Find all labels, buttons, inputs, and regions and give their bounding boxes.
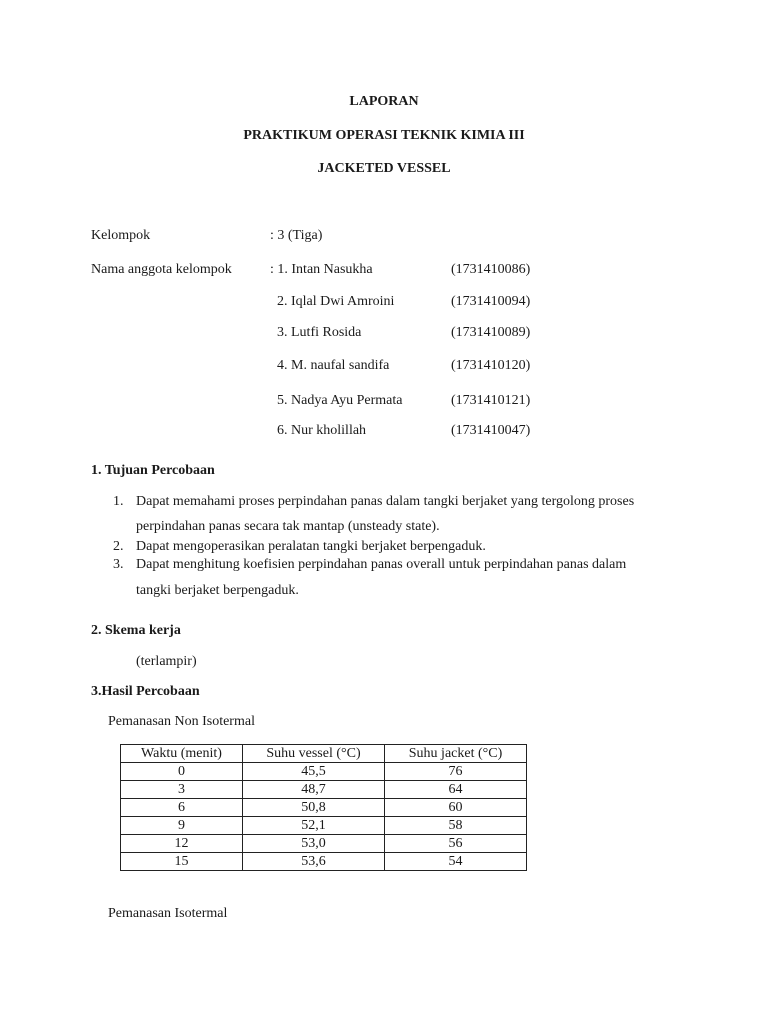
cell-suhu-jacket: 76	[385, 763, 527, 781]
section-heading-hasil: 3.Hasil Percobaan	[91, 684, 200, 699]
cell-suhu-vessel: 48,7	[243, 781, 385, 799]
col-header-suhu-jacket: Suhu jacket (°C)	[385, 745, 527, 763]
member-name: 6. Nur kholillah	[277, 423, 367, 438]
cell-waktu: 9	[121, 817, 243, 835]
cell-suhu-vessel: 52,1	[243, 817, 385, 835]
col-header-suhu-vessel: Suhu vessel (°C)	[243, 745, 385, 763]
cell-suhu-jacket: 64	[385, 781, 527, 799]
table-row	[121, 799, 527, 817]
cell-waktu: 12	[121, 835, 243, 853]
cell-suhu-vessel: 53,0	[243, 835, 385, 853]
table-header-row	[121, 745, 527, 763]
member-name: 3. Lutfi Rosida	[277, 325, 362, 340]
report-title: LAPORAN	[349, 94, 419, 109]
member-nim: (1731410121)	[451, 393, 531, 408]
kelompok-label: Kelompok	[91, 228, 151, 243]
member-name: 5. Nadya Ayu Permata	[277, 393, 403, 408]
member-nim: (1731410120)	[451, 358, 531, 373]
skema-body: (terlampir)	[136, 654, 197, 669]
list-item-text: Dapat mengoperasikan peralatan tangki berjaket berpengaduk.	[136, 539, 486, 554]
cell-suhu-vessel: 45,5	[243, 763, 385, 781]
cell-suhu-jacket: 54	[385, 853, 527, 871]
kelompok-value: : 3 (Tiga)	[270, 228, 323, 243]
cell-waktu: 3	[121, 781, 243, 799]
member-nim: (1731410094)	[451, 294, 531, 309]
list-item-text-cont: perpindahan panas secara tak mantap (unsteady state).	[136, 519, 440, 534]
list-item-text-cont: tangki berjaket berpengaduk.	[136, 583, 299, 598]
cell-waktu: 0	[121, 763, 243, 781]
subheading-isotermal: Pemanasan Isotermal	[108, 906, 228, 921]
section-heading-skema: 2. Skema kerja	[91, 623, 181, 638]
table-row	[121, 781, 527, 799]
member-nim: (1731410047)	[451, 423, 531, 438]
anggota-label: Nama anggota kelompok	[91, 262, 232, 277]
cell-suhu-vessel: 50,8	[243, 799, 385, 817]
member-nim: (1731410089)	[451, 325, 531, 340]
table-row	[121, 763, 527, 781]
list-item-text: Dapat menghitung koefisien perpindahan panas overall untuk perpindahan panas dalam	[136, 557, 627, 572]
course-title: PRAKTIKUM OPERASI TEKNIK KIMIA III	[243, 128, 525, 143]
table-row	[121, 817, 527, 835]
section-heading-tujuan: 1. Tujuan Percobaan	[91, 463, 215, 478]
list-number: 2.	[113, 539, 124, 554]
list-item-text: Dapat memahami proses perpindahan panas dalam tangki berjaket yang tergolong proses	[136, 494, 635, 509]
subheading-non-isotermal: Pemanasan Non Isotermal	[108, 714, 255, 729]
experiment-title: JACKETED VESSEL	[317, 161, 451, 176]
member-nim: (1731410086)	[451, 262, 531, 277]
cell-waktu: 6	[121, 799, 243, 817]
table-row	[121, 835, 527, 853]
col-header-waktu: Waktu (menit)	[121, 745, 243, 763]
member-name: 2. Iqlal Dwi Amroini	[277, 294, 395, 309]
cell-waktu: 15	[121, 853, 243, 871]
list-number: 3.	[113, 557, 124, 572]
cell-suhu-jacket: 60	[385, 799, 527, 817]
results-table	[120, 744, 527, 871]
cell-suhu-jacket: 58	[385, 817, 527, 835]
list-number: 1.	[113, 494, 124, 509]
table-row	[121, 853, 527, 871]
cell-suhu-vessel: 53,6	[243, 853, 385, 871]
cell-suhu-jacket: 56	[385, 835, 527, 853]
member-name: 4. M. naufal sandifa	[277, 358, 390, 373]
member-name: : 1. Intan Nasukha	[270, 262, 373, 277]
